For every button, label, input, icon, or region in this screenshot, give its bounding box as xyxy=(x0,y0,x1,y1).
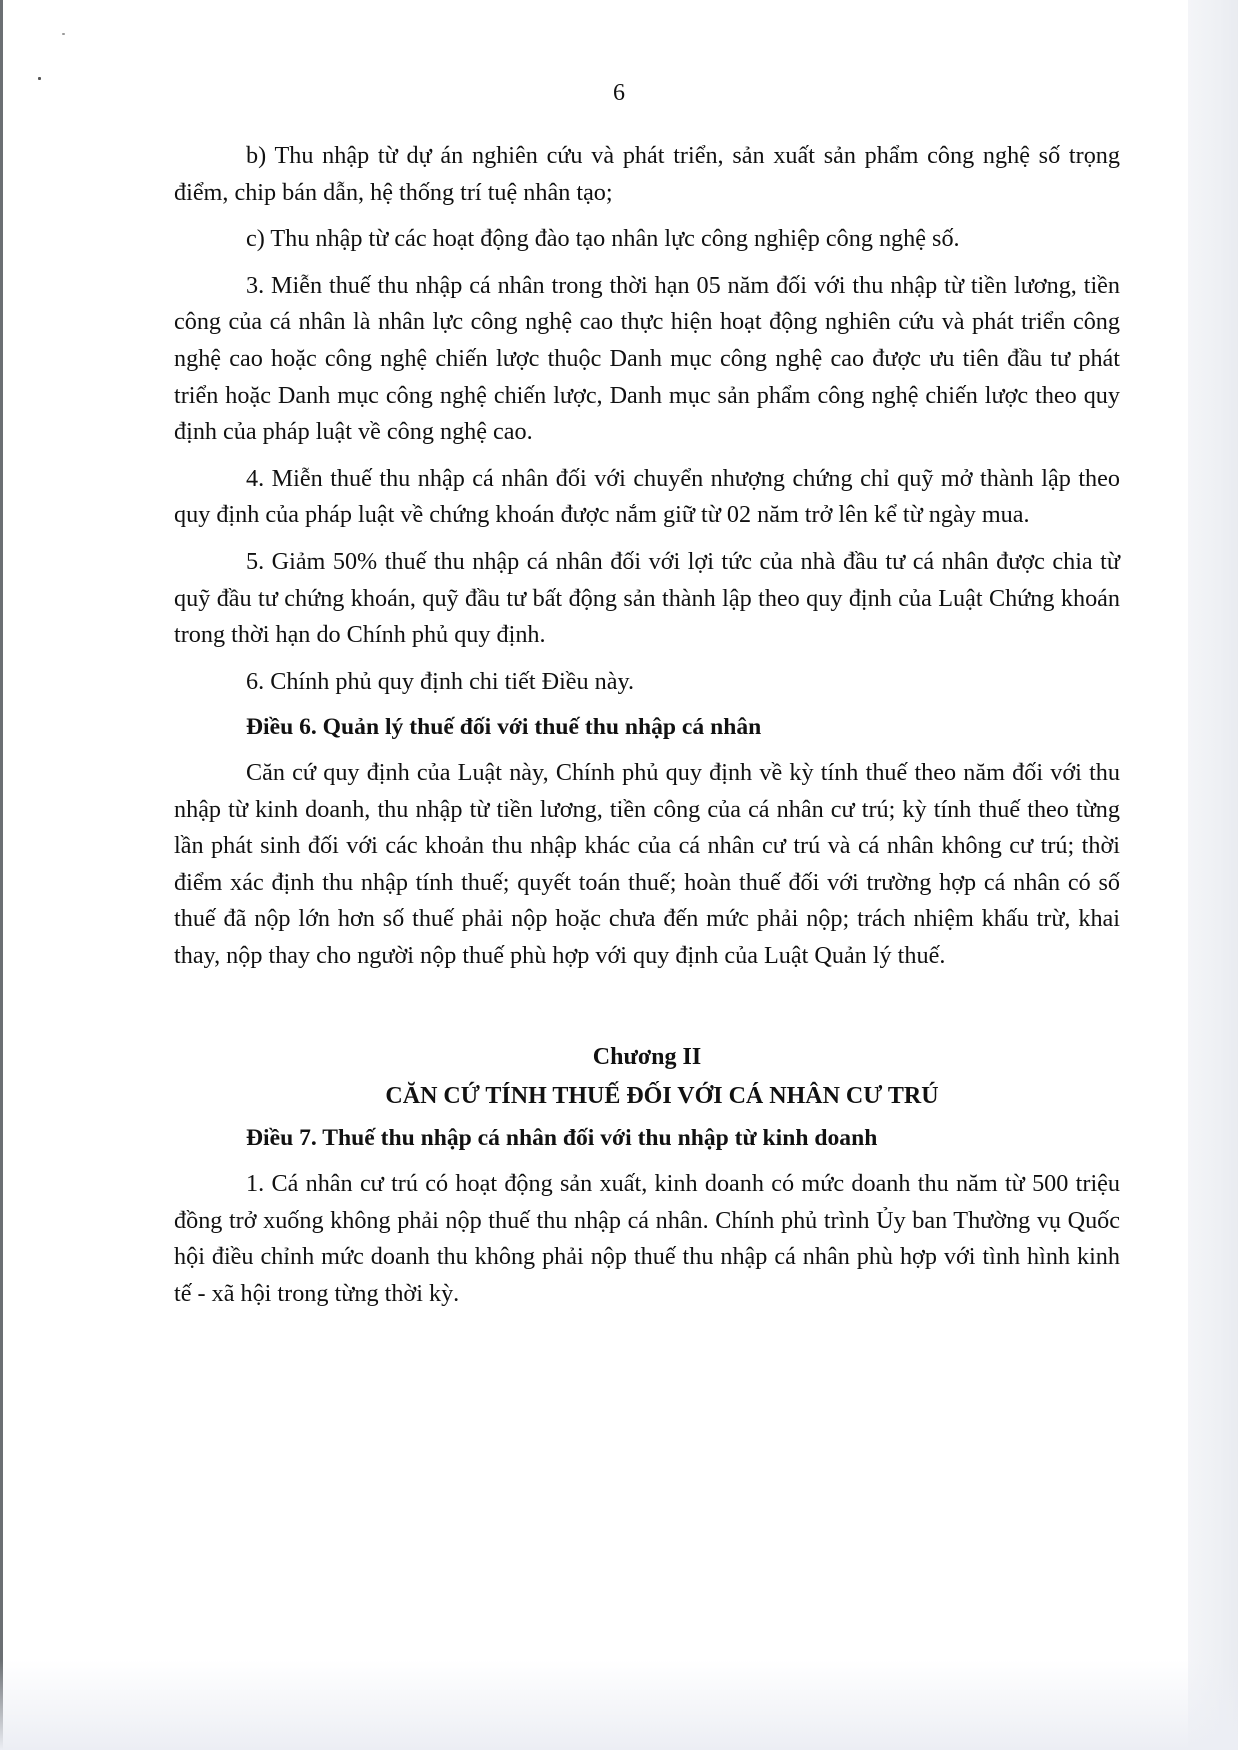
paragraph-clause-c: c) Thu nhập từ các hoạt động đào tạo nhân lực công nghiệp công nghệ số. xyxy=(246,225,960,253)
chapter-title: CĂN CỨ TÍNH THUẾ ĐỐI VỚI CÁ NHÂN CƯ TRÚ xyxy=(385,1083,939,1110)
paragraph-clause-b: b) Thu nhập từ dự án nghiên cứu và phát triển, sản xuất sản phẩm công nghệ số trọng điểm, chip bán dẫn, hệ thống trí tuệ nhân tạo; xyxy=(174,142,1120,206)
scan-bottom-shadow xyxy=(0,1660,1238,1750)
scan-right-shadow xyxy=(1188,0,1238,1750)
page-number: 6 xyxy=(613,80,625,106)
paragraph-article-7-item-1: 1. Cá nhân cư trú có hoạt động sản xuất, kinh doanh có mức doanh thu năm từ 500 triệu đồng trở xuống không phải nộp thuế thu nhập cá nhân. Chính phủ trình Ủy ban Thường vụ Quốc hội điều chỉnh mức doanh thu không phải nộp thuế thu nhập cá nhân phù hợp với tình hình kinh tế - xã hội trong từng thời kỳ. xyxy=(174,1170,1120,1307)
paragraph-article-6-body: Căn cứ quy định của Luật này, Chính phủ quy định về kỳ tính thuế theo năm đối với thu nhập từ kinh doanh, thu nhập từ tiền lương, tiền công của cá nhân cư trú; kỳ tính thuế theo từng lần phát sinh đối với các khoản thu nhập khác của cá nhân cư trú và cá nhân không cư trú; thời điểm xác định thu nhập tính thuế; quyết toán thuế; hoàn thuế đối với trường hợp cá nhân có số thuế đã nộp lớn hơn số thuế phải nộp hoặc chưa đến mức phải nộp; trách nhiệm khấu trừ, khai thay, nộp thay cho người nộp thuế phù hợp với quy định của Luật Quản lý thuế. xyxy=(174,758,1120,969)
document-body xyxy=(174,138,1120,1322)
article-6-heading: Điều 6. Quản lý thuế đối với thuế thu nhập cá nhân xyxy=(246,714,762,741)
paragraph-item-4: 4. Miễn thuế thu nhập cá nhân đối với chuyển nhượng chứng chỉ quỹ mở thành lập theo quy định của pháp luật về chứng khoán được nắm giữ từ 02 năm trở lên kể từ ngày mua. xyxy=(174,464,1120,529)
chapter-spacer xyxy=(174,984,1120,1039)
chapter-label: Chương II xyxy=(592,1044,702,1071)
scan-speck xyxy=(62,33,65,35)
paragraph-item-3: 3. Miễn thuế thu nhập cá nhân trong thời hạn 05 năm đối với thu nhập từ tiền lương, tiền công của cá nhân là nhân lực công nghệ cao thực hiện hoạt động nghiên cứu và phát triển công nghệ cao hoặc công nghệ chiến lược thuộc Danh mục công nghệ cao được ưu tiên đầu tư phát triển hoặc Danh mục công nghệ chiến lược, Danh mục sản phẩm công nghệ chiến lược theo quy định của pháp luật về công nghệ cao. xyxy=(174,271,1120,446)
scan-left-edge xyxy=(0,0,3,1750)
article-7-heading: Điều 7. Thuế thu nhập cá nhân đối với thu nhập từ kinh doanh xyxy=(246,1125,878,1152)
paragraph-item-5: 5. Giảm 50% thuế thu nhập cá nhân đối với lợi tức của nhà đầu tư cá nhân được chia từ quỹ đầu tư chứng khoán, quỹ đầu tư bất động sản thành lập theo quy định của Luật Chứng khoán trong thời hạn do Chính phủ quy định. xyxy=(174,547,1120,649)
paragraph-item-6: 6. Chính phủ quy định chi tiết Điều này. xyxy=(246,667,635,695)
